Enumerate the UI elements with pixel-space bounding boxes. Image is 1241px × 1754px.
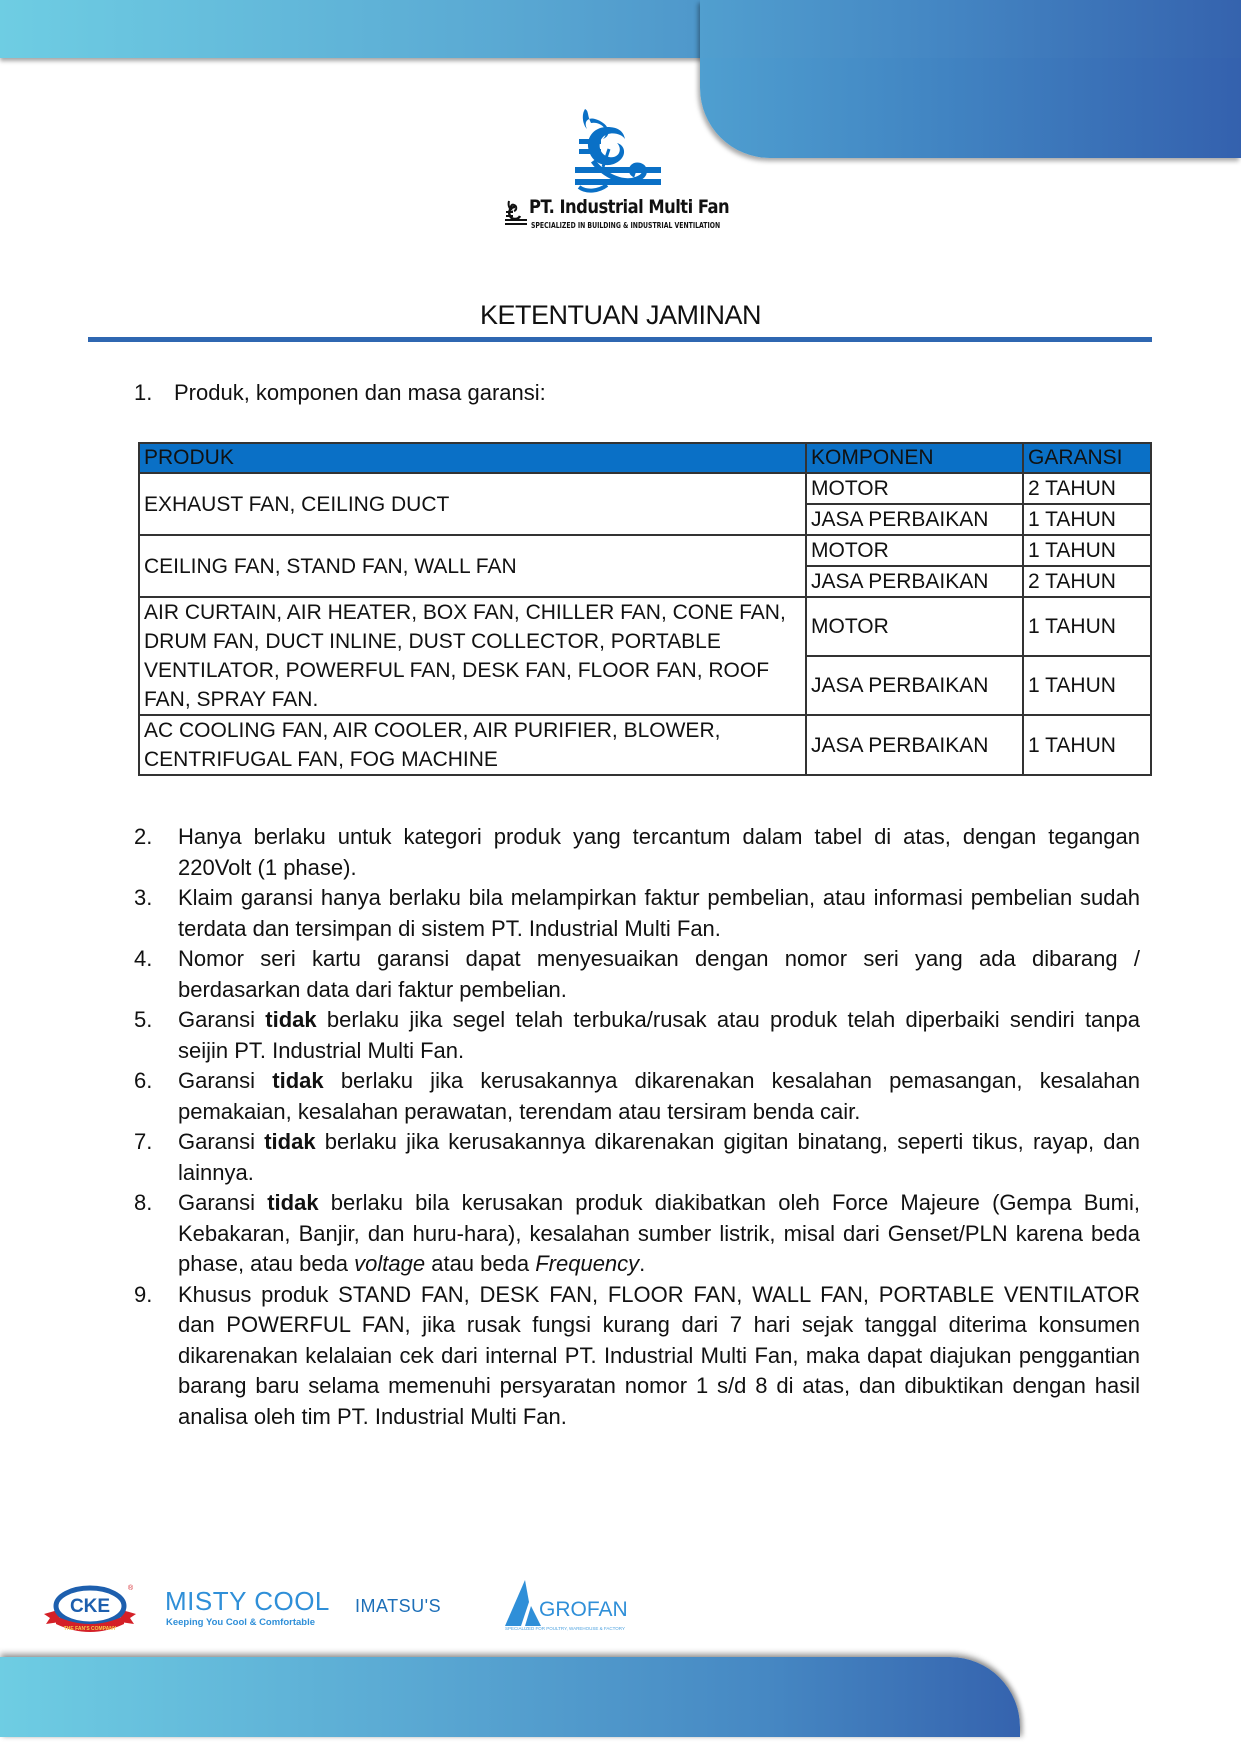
title-divider xyxy=(88,337,1152,342)
term-text: berlaku jika kerusakannya dikarenakan kesalahan pemasangan, kesalahan pemakaian, kesalahan perawatan, terendam atau tersiram benda cair. xyxy=(178,1068,1140,1124)
company-tagline: SPECIALIZED IN BUILDING & INDUSTRIAL VENTILATION xyxy=(531,221,721,230)
term-number: 5. xyxy=(134,1007,153,1032)
komponen-cell: JASA PERBAIKAN xyxy=(806,566,1023,597)
term-item-7 xyxy=(134,1127,1140,1188)
brand-misty-cool-logo xyxy=(165,1580,335,1640)
header-komponen: KOMPONEN xyxy=(806,443,1023,473)
term-number: 7. xyxy=(134,1129,153,1154)
garansi-cell: 1 TAHUN xyxy=(1023,597,1151,656)
misty-cool-name: MISTY COOL xyxy=(165,1586,330,1616)
term-number: 9. xyxy=(134,1281,153,1307)
term-item-4 xyxy=(134,944,1140,1005)
term-text: Garansi xyxy=(178,1190,268,1215)
produk-cell: EXHAUST FAN, CEILING DUCT xyxy=(139,473,806,535)
komponen-cell: MOTOR xyxy=(806,535,1023,566)
table-header-row xyxy=(139,443,1151,473)
term-text: atau beda xyxy=(425,1251,536,1276)
agrofan-tagline: SPECIALIZED FOR POULTRY, WAREHOUSE & FACTORY xyxy=(505,1626,625,1631)
komponen-cell: MOTOR xyxy=(806,597,1023,656)
term-text: Garansi xyxy=(178,1007,266,1032)
garansi-cell: 1 TAHUN xyxy=(1023,504,1151,535)
fan-logo-icon xyxy=(573,105,663,193)
term-text: berlaku bila kerusakan produk diakibatkan oleh Force Majeure (Gempa Bumi, Kebakaran, Banjir, dan huru-hara), kesalahan sumber listrik, misal dari Genset/PLN karena beda phase, atau beda xyxy=(178,1190,1140,1276)
komponen-cell: JASA PERBAIKAN xyxy=(806,504,1023,535)
term-text: Klaim garansi hanya berlaku bila melampirkan faktur pembelian, atau informasi pembelian sudah terdata dan tersimpan di sistem PT. Industrial Multi Fan. xyxy=(178,885,1140,941)
produk-cell: CEILING FAN, STAND FAN, WALL FAN xyxy=(139,535,806,597)
term-item-9 xyxy=(134,1280,1140,1433)
table-row xyxy=(139,715,1151,775)
agrofan-name: GROFAN xyxy=(539,1598,628,1621)
header-produk: PRODUK xyxy=(139,443,806,473)
header-garansi: GARANSI xyxy=(1023,443,1151,473)
term-number: 3. xyxy=(134,885,153,910)
term-text: Nomor seri kartu garansi dapat menyesuaikan dengan nomor seri yang ada dibarang / berdasarkan data dari faktur pembelian. xyxy=(178,946,1140,1002)
table-row xyxy=(139,597,1151,656)
komponen-cell: MOTOR xyxy=(806,473,1023,504)
table-row xyxy=(139,535,1151,566)
term-item-2 xyxy=(134,822,1140,883)
komponen-cell: JASA PERBAIKAN xyxy=(806,656,1023,715)
term-number: 4. xyxy=(134,946,153,971)
term-text: Hanya berlaku untuk kategori produk yang tercantum dalam tabel di atas, dengan tegangan 220Volt (1 phase). xyxy=(178,824,1140,880)
produk-cell: AIR CURTAIN, AIR HEATER, BOX FAN, CHILLER FAN, CONE FAN, DRUM FAN, DUCT INLINE, DUST COLLECTOR, PORTABLE VENTILATOR, POWERFUL FAN, DESK FAN, FLOOR FAN, ROOF FAN, SPRAY FAN. xyxy=(139,597,806,715)
brand-logos xyxy=(30,1560,650,1670)
garansi-cell: 1 TAHUN xyxy=(1023,656,1151,715)
komponen-cell: JASA PERBAIKAN xyxy=(806,715,1023,775)
table-row xyxy=(139,473,1151,504)
term-text: Garansi xyxy=(178,1129,265,1154)
svg-text:®: ® xyxy=(128,1585,134,1592)
garansi-cell: 2 TAHUN xyxy=(1023,473,1151,504)
term-emphasis: tidak xyxy=(264,1129,316,1154)
term-item-6 xyxy=(134,1066,1140,1127)
term-number: 1. xyxy=(134,380,153,405)
garansi-cell: 2 TAHUN xyxy=(1023,566,1151,597)
term-emphasis: tidak xyxy=(267,1190,319,1215)
term-emphasis: tidak xyxy=(265,1007,317,1032)
term-emphasis: tidak xyxy=(272,1068,324,1093)
term-number: 6. xyxy=(134,1068,153,1093)
header-banner-tab-top xyxy=(700,0,1241,58)
term-text: . xyxy=(639,1251,646,1276)
cke-emblem-icon xyxy=(40,1580,140,1640)
cke-text: CKE xyxy=(69,1596,111,1617)
cke-ribbon-text: THE FAN'S COMPANY xyxy=(63,1626,117,1632)
brand-imatsus-logo: IMATSU'S xyxy=(355,1596,442,1616)
misty-cool-tagline: Keeping You Cool & Comfortable xyxy=(166,1617,316,1628)
term-number: 2. xyxy=(134,824,153,849)
term-item-3 xyxy=(134,883,1140,944)
term-italic: voltage xyxy=(354,1251,426,1276)
company-logo xyxy=(505,105,740,235)
term-item-8 xyxy=(134,1188,1140,1280)
footer-banner xyxy=(0,1657,1020,1737)
produk-cell: AC COOLING FAN, AIR COOLER, AIR PURIFIER, BLOWER, CENTRIFUGAL FAN, FOG MACHINE xyxy=(139,715,806,775)
garansi-cell: 1 TAHUN xyxy=(1023,715,1151,775)
term-text: Khusus produk STAND FAN, DESK FAN, FLOOR FAN, WALL FAN, PORTABLE VENTILATOR dan POWERFUL FAN, jika rusak fungsi kurang dari 7 hari sejak tanggal diterima konsumen dikarenakan kelalaian cek dari internal PT. Industrial Multi Fan, maka dapat diajukan penggantian barang baru selama memenuhi persyaratan nomor 1 s/d 8 di atas, dan dibuktikan dengan hasil analisa oleh tim PT. Industrial Multi Fan. xyxy=(178,1281,1140,1429)
fan-logo-small-icon xyxy=(505,199,527,227)
term-number: 8. xyxy=(134,1190,153,1215)
brand-cke-logo xyxy=(40,1580,140,1640)
garansi-cell: 1 TAHUN xyxy=(1023,535,1151,566)
term-text: berlaku jika kerusakannya dikarenakan gigitan binatang, seperti tikus, rayap, dan lainnya. xyxy=(178,1129,1140,1185)
term-text: Garansi xyxy=(178,1068,273,1093)
term-item-1 xyxy=(134,380,546,406)
term-item-5 xyxy=(134,1005,1140,1066)
terms-list xyxy=(134,822,1140,1432)
brand-agrofan-logo xyxy=(505,1580,655,1640)
page-title: KETENTUAN JAMINAN xyxy=(479,300,762,330)
warranty-table xyxy=(138,442,1152,776)
company-name: PT. Industrial Multi Fan xyxy=(529,196,730,218)
term-text: Produk, komponen dan masa garansi: xyxy=(174,380,546,405)
term-text: berlaku jika segel telah terbuka/rusak atau produk telah diperbaiki sendiri tanpa seijin PT. Industrial Multi Fan. xyxy=(178,1007,1140,1063)
term-italic: Frequency xyxy=(535,1251,640,1276)
